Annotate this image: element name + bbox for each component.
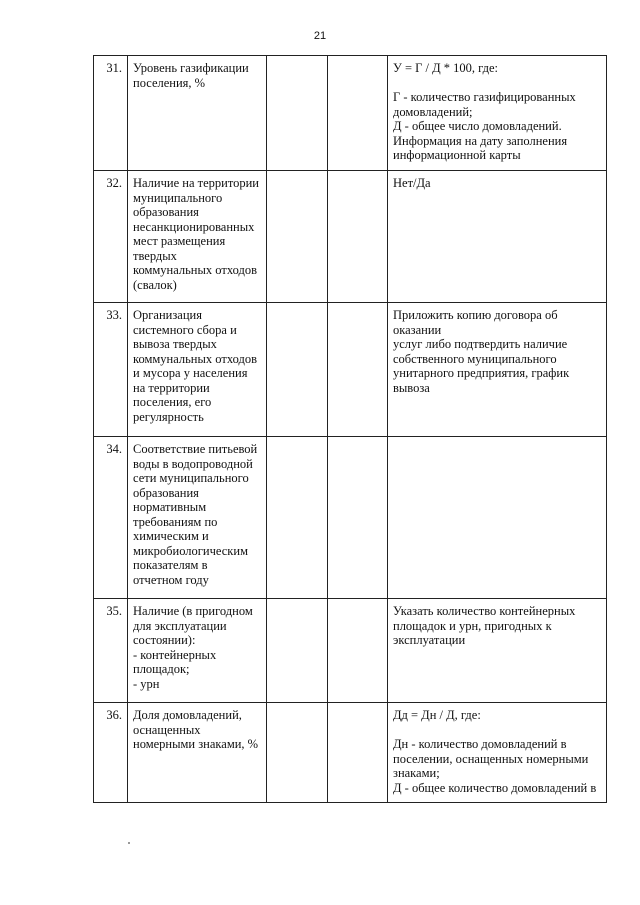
note-cell: Дд = Дн / Д, где: Дн - количество домовладений в поселении, оснащенных номерными знаками; Д - общее количество домовладений в [388, 703, 607, 803]
note-cell: Нет/Да [388, 171, 607, 303]
value-cell [328, 56, 388, 171]
note-cell: У = Г / Д * 100, где: Г - количество газифицированных домовладений; Д - общее число домовладений. Информация на дату заполнения информационной карты [388, 56, 607, 171]
indicator-table [93, 55, 607, 803]
indicator-name: Уровень газификации поселения, % [128, 56, 267, 171]
scan-speck [128, 842, 130, 844]
value-cell [267, 437, 328, 599]
indicator-name: Наличие на территории муниципального образования несанкционированных мест размещения твердых коммунальных отходов (свалок) [128, 171, 267, 303]
value-cell [328, 437, 388, 599]
row-number: 36. [94, 703, 128, 803]
page-number: 21 [313, 30, 327, 42]
note-cell: Указать количество контейнерных площадок и урн, пригодных к эксплуатации [388, 599, 607, 703]
value-cell [328, 703, 388, 803]
note-cell [388, 437, 607, 599]
indicator-name: Соответствие питьевой воды в водопроводной сети муниципального образования нормативным требованиям по химическим и микробиологическим показателям в отчетном году [128, 437, 267, 599]
table-row [94, 56, 607, 171]
table-row [94, 599, 607, 703]
value-cell [267, 599, 328, 703]
value-cell [267, 171, 328, 303]
value-cell [328, 303, 388, 437]
table-row [94, 303, 607, 437]
value-cell [267, 303, 328, 437]
table-row [94, 703, 607, 803]
value-cell [267, 703, 328, 803]
indicator-name: Организация системного сбора и вывоза твердых коммунальных отходов и мусора у населения на территории поселения, его регулярность [128, 303, 267, 437]
indicator-name: Наличие (в пригодном для эксплуатации состоянии): - контейнерных площадок; - урн [128, 599, 267, 703]
note-cell: Приложить копию договора об оказании услуг либо подтвердить наличие собственного муниципального унитарного предприятия, график вывоза [388, 303, 607, 437]
row-number: 32. [94, 171, 128, 303]
value-cell [328, 171, 388, 303]
value-cell [328, 599, 388, 703]
table-row [94, 437, 607, 599]
row-number: 31. [94, 56, 128, 171]
table-row [94, 171, 607, 303]
row-number: 35. [94, 599, 128, 703]
value-cell [267, 56, 328, 171]
row-number: 34. [94, 437, 128, 599]
row-number: 33. [94, 303, 128, 437]
indicator-name: Доля домовладений, оснащенных номерными знаками, % [128, 703, 267, 803]
